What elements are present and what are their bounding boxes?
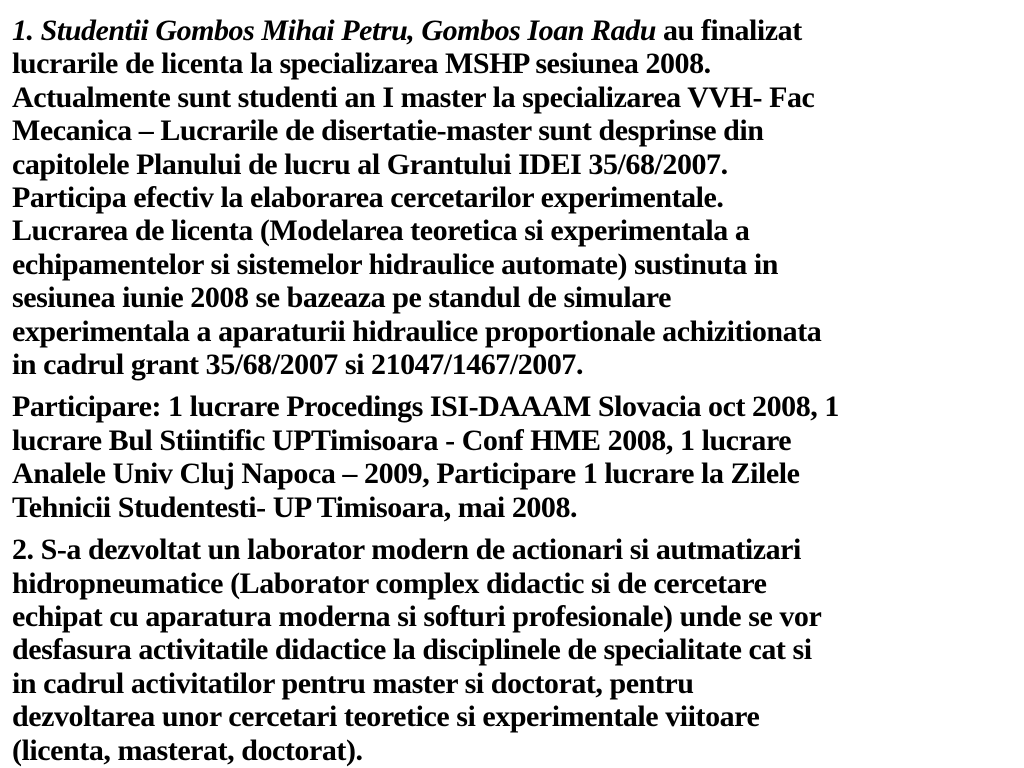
- text-line: capitolele Planului de lucru al Grantului IDEI 35/68/2007.: [12, 147, 728, 181]
- text-line: in cadrul grant 35/68/2007 si 21047/1467/2007.: [12, 348, 583, 382]
- text-line: Tehnicii Studentesti- UP Timisoara, mai 2008.: [12, 490, 578, 524]
- text-line: dezvoltarea unor cercetari teoretice si experimentale viitoare: [12, 700, 760, 734]
- text-line: echipat cu aparatura moderna si softuri profesionale) unde se vor: [12, 599, 822, 633]
- text-line: Analele Univ Cluj Napoca – 2009, Participare 1 lucrare la Zilele: [12, 457, 800, 491]
- text-line: 2. S-a dezvoltat un laborator modern de actionari si autmatizari: [12, 533, 801, 567]
- text-line: echipamentelor si sistemelor hidraulice automate) sustinuta in: [12, 247, 778, 281]
- text-line: desfasura activitatile didactice la disciplinele de specialitate cat si: [12, 633, 812, 667]
- text-line: hidropneumatice (Laborator complex didactic si de cercetare: [12, 566, 767, 600]
- paragraph-participation: [12, 390, 1010, 524]
- text-line: lucrarile de licenta la specializarea MSHP sesiunea 2008.: [12, 47, 711, 81]
- student-names: 1. Studentii Gombos Mihai Petru, Gombos Ioan Radu: [12, 14, 656, 47]
- text-line: Actualmente sunt studenti an I master la specializarea VVH- Fac: [12, 80, 815, 114]
- paragraph-laboratory: [12, 533, 1010, 767]
- text-fragment: au finalizat: [655, 14, 802, 47]
- paragraph-students: [12, 14, 1010, 381]
- text-line: Mecanica – Lucrarile de disertatie-master sunt desprinse din: [12, 114, 764, 148]
- text-line: Participare: 1 lucrare Procedings ISI-DAAAM Slovacia oct 2008, 1: [12, 390, 839, 424]
- text-line: [12, 14, 1010, 47]
- text-line: Lucrarea de licenta (Modelarea teoretica si experimentala a: [12, 214, 750, 248]
- text-line: (licenta, masterat, doctorat).: [12, 733, 363, 767]
- text-line: Participa efectiv la elaborarea cercetarilor experimentale.: [12, 181, 724, 215]
- text-line: in cadrul activitatilor pentru master si doctorat, pentru: [12, 666, 694, 700]
- text-line: experimentala a aparaturii hidraulice proportionale achizitionata: [12, 314, 822, 348]
- text-line: lucrare Bul Stiintific UPTimisoara - Conf HME 2008, 1 lucrare: [12, 423, 792, 457]
- text-line: sesiunea iunie 2008 se bazeaza pe standul de simulare: [12, 281, 671, 315]
